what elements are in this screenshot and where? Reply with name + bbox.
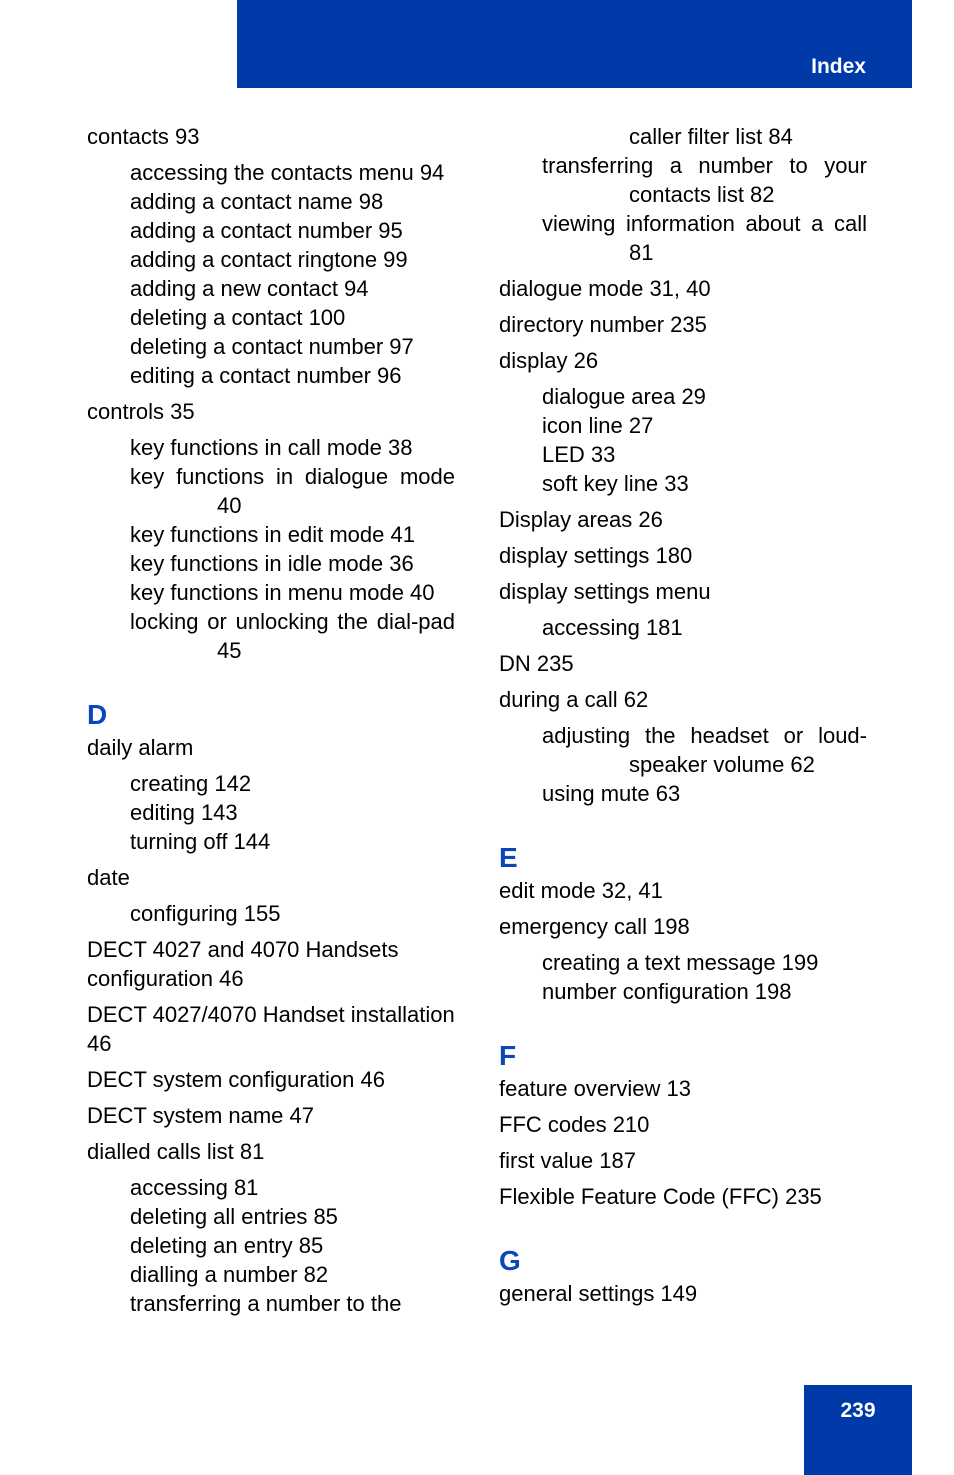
index-subentry: deleting a contact number 97 bbox=[130, 334, 414, 359]
index-subentry: transferring a number to your contacts list 82 bbox=[542, 153, 867, 207]
index-subentry: adding a contact number 95 bbox=[130, 218, 403, 243]
index-subentry: LED 33 bbox=[542, 442, 616, 467]
index-entry: edit mode 32, 41 bbox=[499, 878, 663, 903]
index-entry: dialogue mode 31, 40 bbox=[499, 276, 711, 301]
index-subentry: key functions in idle mode 36 bbox=[130, 551, 414, 576]
index-entry: Flexible Feature Code (FFC) 235 bbox=[499, 1184, 822, 1209]
index-subentry: number configuration 198 bbox=[542, 979, 792, 1004]
page-title: Index bbox=[811, 55, 866, 78]
index-subentry: turning off 144 bbox=[130, 829, 271, 854]
index-subentry: deleting an entry 85 bbox=[130, 1233, 324, 1258]
index-entry: controls 35 bbox=[87, 399, 195, 424]
index-subentry: icon line 27 bbox=[542, 413, 654, 438]
page-number-box bbox=[804, 1385, 912, 1475]
index-entry: display settings 180 bbox=[499, 543, 693, 568]
index-entry: DECT 4027 and 4070 Handsets configuration 46 bbox=[87, 937, 399, 991]
index-entry: first value 187 bbox=[499, 1148, 636, 1173]
index-subentry: key functions in menu mode 40 bbox=[130, 580, 435, 605]
index-entry: general settings 149 bbox=[499, 1281, 698, 1306]
index-subentry: adding a new contact 94 bbox=[130, 276, 369, 301]
index-subentry: key functions in call mode 38 bbox=[130, 435, 413, 460]
index-entry: feature overview 13 bbox=[499, 1076, 691, 1101]
index-entry: display settings menu bbox=[499, 579, 711, 604]
index-subentry: accessing 81 bbox=[130, 1175, 259, 1200]
index-column-right bbox=[499, 122, 867, 1308]
index-section-letter: G bbox=[499, 1245, 521, 1276]
index-entry: Display areas 26 bbox=[499, 507, 663, 532]
index-subentry: locking or unlocking the dial-pad 45 bbox=[130, 609, 455, 663]
index-entry: directory number 235 bbox=[499, 312, 707, 337]
index-entry: daily alarm bbox=[87, 735, 194, 760]
index-subentry: accessing the contacts menu 94 bbox=[130, 160, 445, 185]
index-subentry-continued: caller filter list 84 bbox=[629, 124, 793, 149]
index-subentry: deleting all entries 85 bbox=[130, 1204, 338, 1229]
index-subentry: key functions in edit mode 41 bbox=[130, 522, 415, 547]
page-number: 239 bbox=[840, 1399, 876, 1422]
index-entry: date bbox=[87, 865, 130, 890]
index-subentry: key functions in dialogue mode 40 bbox=[130, 464, 455, 518]
index-subentry: configuring 155 bbox=[130, 901, 281, 926]
index-entry: FFC codes 210 bbox=[499, 1112, 650, 1137]
index-entry: DN 235 bbox=[499, 651, 574, 676]
index-section-letter: E bbox=[499, 842, 518, 873]
index-subentry: transferring a number to the bbox=[130, 1291, 402, 1316]
header-bar bbox=[237, 0, 912, 88]
index-subentry: deleting a contact 100 bbox=[130, 305, 346, 330]
index-entry: contacts 93 bbox=[87, 124, 200, 149]
index-subentry: creating 142 bbox=[130, 771, 252, 796]
index-entry: display 26 bbox=[499, 348, 599, 373]
index-subentry: adding a contact name 98 bbox=[130, 189, 384, 214]
index-section-letter: D bbox=[87, 699, 108, 730]
index-column-left bbox=[87, 122, 455, 1318]
index-subentry: using mute 63 bbox=[542, 781, 681, 806]
index-entry: DECT system name 47 bbox=[87, 1103, 315, 1128]
index-entry: DECT system configuration 46 bbox=[87, 1067, 385, 1092]
index-entry: emergency call 198 bbox=[499, 914, 690, 939]
index-subentry: dialogue area 29 bbox=[542, 384, 706, 409]
index-subentry: dialling a number 82 bbox=[130, 1262, 329, 1287]
index-entry: DECT 4027/4070 Handset installation 46 bbox=[87, 1002, 455, 1056]
index-entry: during a call 62 bbox=[499, 687, 649, 712]
index-subentry: viewing information about a call 81 bbox=[542, 211, 867, 265]
index-subentry: editing a contact number 96 bbox=[130, 363, 402, 388]
index-subentry: creating a text message 199 bbox=[542, 950, 819, 975]
index-subentry: editing 143 bbox=[130, 800, 238, 825]
index-section-letter: F bbox=[499, 1040, 517, 1071]
index-subentry: adding a contact ringtone 99 bbox=[130, 247, 408, 272]
index-subentry: accessing 181 bbox=[542, 615, 683, 640]
index-entry: dialled calls list 81 bbox=[87, 1139, 265, 1164]
index-subentry: soft key line 33 bbox=[542, 471, 689, 496]
index-subentry: adjusting the headset or loud-speaker volume 62 bbox=[542, 723, 867, 777]
